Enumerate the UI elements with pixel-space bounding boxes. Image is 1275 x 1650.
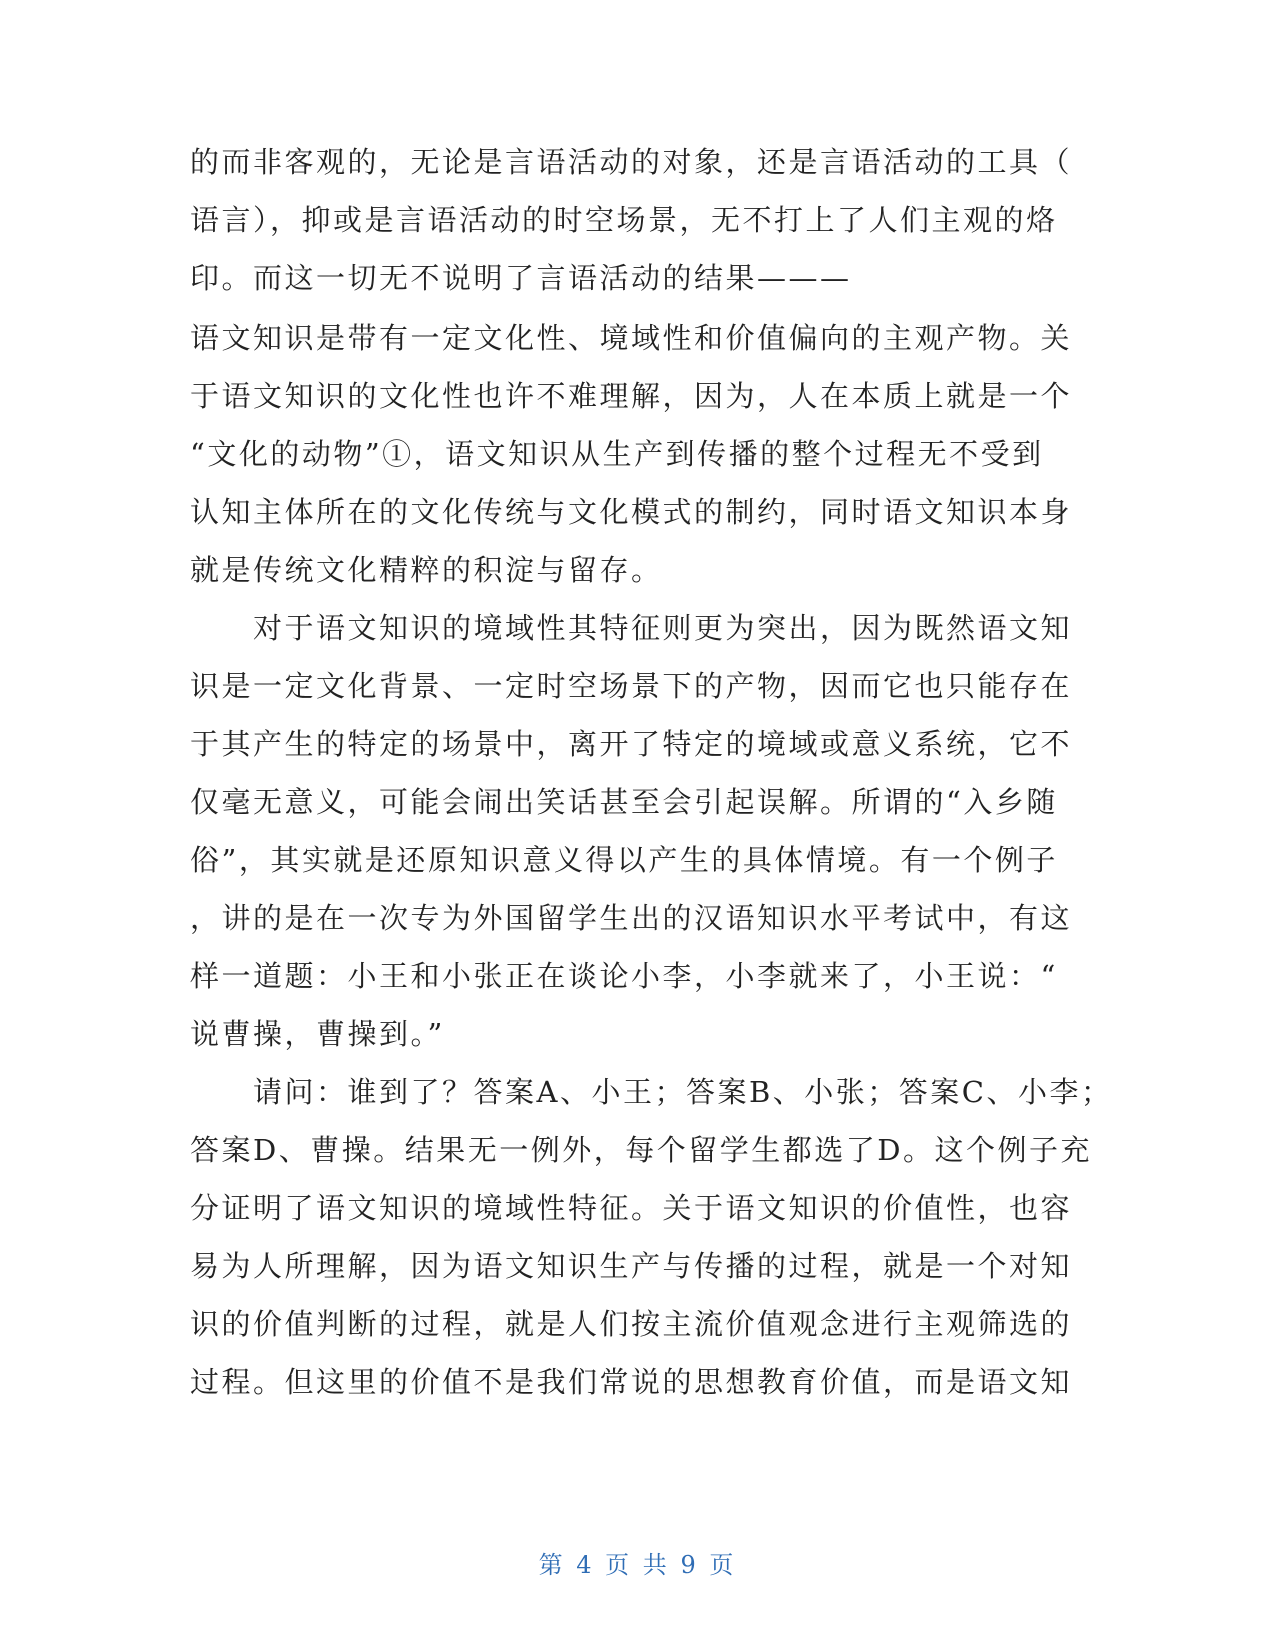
text-line: 于其产生的特定的场景中，离开了特定的境域或意义系统，它不 (190, 727, 1073, 761)
text-line: 于语文知识的文化性也许不难理解，因为，人在本质上就是一个 (190, 379, 1073, 413)
text-line: 答案D、曹操。结果无一例外，每个留学生都选了D。这个例子充 (190, 1133, 1093, 1167)
text-line: ，讲的是在一次专为外国留学生出的汉语知识水平考试中，有这 (190, 901, 1073, 935)
text-line: 易为人所理解，因为语文知识生产与传播的过程，就是一个对知 (190, 1249, 1073, 1283)
text-line: 对于语文知识的境域性其特征则更为突出，因为既然语文知 (190, 611, 1073, 645)
text-line: 分证明了语文知识的境域性特征。关于语文知识的价值性，也容 (190, 1191, 1073, 1225)
text-line: “文化的动物”①，语文知识从生产到传播的整个过程无不受到 (190, 437, 1044, 471)
text-line: 语言），抑或是言语活动的时空场景，无不打上了人们主观的烙 (190, 203, 1058, 237)
text-line: 识是一定文化背景、一定时空场景下的产物，因而它也只能存在 (190, 669, 1073, 703)
text-line: 说曹操，曹操到。” (190, 1017, 445, 1051)
text-line: 就是传统文化精粹的积淀与留存。 (190, 553, 663, 587)
text-line: 样一道题：小王和小张正在谈论小李，小李就来了，小王说：“ (190, 959, 1058, 993)
page-footer: 第 4 页 共 9 页 (538, 1551, 737, 1579)
text-line: 认知主体所在的文化传统与文化模式的制约，同时语文知识本身 (190, 495, 1073, 529)
text-line: 印。而这一切无不说明了言语活动的结果——— (190, 261, 852, 295)
text-line: 过程。但这里的价值不是我们常说的思想教育价值，而是语文知 (190, 1365, 1073, 1399)
text-line: 识的价值判断的过程，就是人们按主流价值观念进行主观筛选的 (190, 1307, 1073, 1341)
text-line: 俗”，其实就是还原知识意义得以产生的具体情境。有一个例子 (190, 843, 1058, 877)
text-line: 语文知识是带有一定文化性、境域性和价值偏向的主观产物。关 (190, 321, 1073, 355)
text-line: 请问：谁到了？答案A、小王；答案B、小张；答案C、小李； (190, 1075, 1113, 1109)
text-line: 仅毫无意义，可能会闹出笑话甚至会引起误解。所谓的“入乡随 (190, 785, 1058, 819)
text-line: 的而非客观的，无论是言语活动的对象，还是言语活动的工具（ (190, 145, 1073, 179)
